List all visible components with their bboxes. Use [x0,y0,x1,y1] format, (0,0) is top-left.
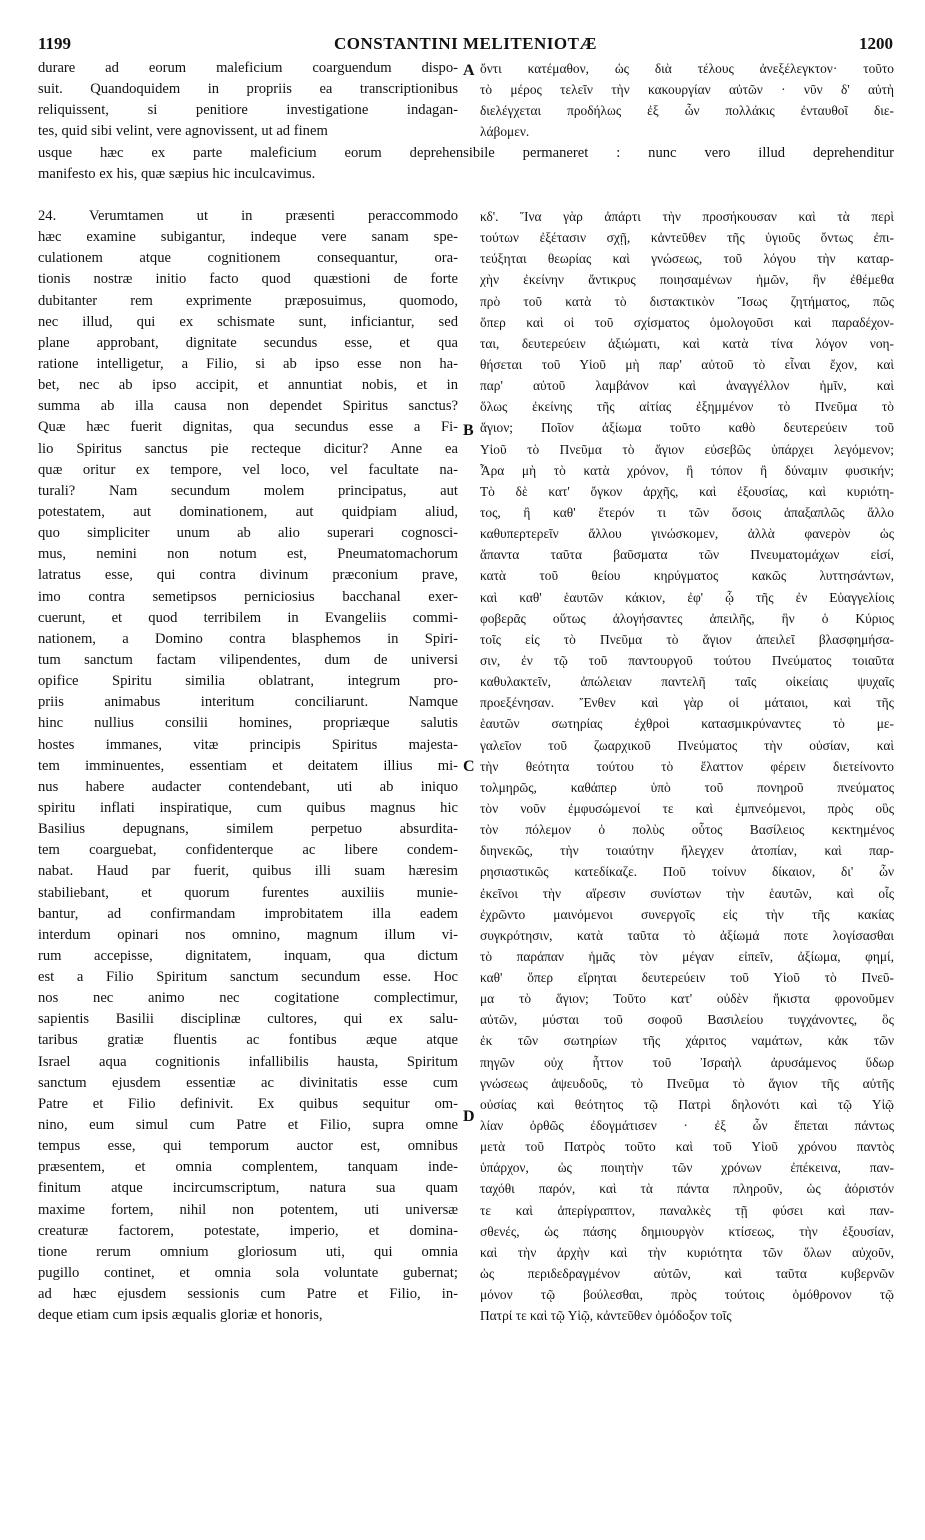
text-line: ἅπαντα ταῦτα βαῦσματα τῶν Πνευματομάχων εἰσί, [480,547,894,563]
text-line: 24. Verumtamen ut in præsenti peraccommodo [38,208,458,224]
text-line: παρ' αὐτοῦ λαμβάνον καὶ ἀναγγέλλον ἡμῖν, καὶ [480,378,894,394]
text-line: spiritu inflati inspiratique, cum quibus magnus hic [38,799,458,816]
text-line: μα τὸ ἅγιον; Τοῦτο κατ' οὐδὲν ἥκιστα φρονοῦμεν [480,991,894,1007]
text-line: κδ'. Ἵνα γὰρ ἀπάρτι τὴν προσήκουσαν καὶ τὰ περὶ [480,209,894,224]
text-line: culationem atque cognitionem consequantur, ora- [38,250,458,267]
spanning-paragraph [38,143,894,185]
text-line: imo contra semetipsos perniciosius bacchanal exer- [38,588,458,605]
text-line: τε καὶ ἀπερίγραπτον, παναλκὲς τῇ φύσει καὶ παν- [480,1202,894,1218]
text-line: maxime fortem, nihil non potentem, uti universæ [38,1201,458,1218]
text-line: αὐτῶν, μύσται τοῦ σοφοῦ Βασιλείου τυγχάνοντες, ὃς [480,1012,894,1028]
text-line: nus habere audacter contendebant, uti ab iniquo [38,778,458,795]
text-line: τεύξηται θεωρίας καὶ γνώσεως, τοῦ λόγου τὴν καταρ- [480,251,894,267]
text-line: turali? Nam secundum molem principatus, aut [38,482,458,499]
text-line: sapientis Basilii disciplinæ cultores, qui ex salu- [38,1011,458,1028]
text-line: tem coarguebat, confidenterque ac libere condem- [38,842,458,859]
text-line: τὸν πόλεμον ὁ πολὺς οὗτος Βασίλειος κεκτημένος [480,822,894,838]
text-line: dubitanter rem exprimente præposuimus, quomodo, [38,292,458,309]
text-line: suit. Quandoquidem in propriis ea transcriptionibus [38,81,458,98]
text-line: ἐκεῖνοι τὴν αἵρεσιν συνίστων τὴν ἑαυτῶν, καὶ οἷς [480,885,894,901]
text-line: deque etiam cum ipsis æqualis gloriæ et honoris, [38,1307,323,1324]
text-line: θήσεται τοῦ Υἱοῦ μὴ παρ' αὐτοῦ τὸ εἶναι ἔχον, καὶ [480,356,894,372]
greek-column-top [480,58,894,143]
text-line: Quæ hæc fuerit dignitas, qua secundus esse a Fi- [38,419,458,436]
text-line: καὶ καθ' ἑαυτῶν κάκιον, ἐφ' ᾧ τῆς ἐν Εὐαγγελίοις [480,589,894,605]
text-line: latratus esse, qui contra divinum præconium prave, [38,567,458,584]
text-line: διελέγχεται προδήλως ἐξ ὧν πολλάκις ἐνταυθοῖ διε- [480,103,894,119]
text-line: bet, nec ab ipso accipit, et annuntiat nobis, et in [38,377,458,394]
text-line: ad hæc ejusdem sessionis cum Patre et Filio, in- [38,1286,458,1303]
text-line: Τὸ δὲ κατ' ὄγκον ἀρχῆς, καὶ ἐξουσίας, καὶ κυριότη- [480,483,894,499]
text-line: φοβερᾶς οὕτως ἀλογήσαντες ἀπειλῆς, ἣν ὁ Κύριος [480,610,894,626]
greek-column-main [480,206,894,1326]
text-line: τὸ παράπαν ἡμᾶς τὸν μέγαν εἰπεῖν, ἀξίωμα, φημί, [480,948,894,964]
text-line: ὅπερ καὶ οἱ τοῦ σχίσματος ὁμολογοῦσι καὶ παραδέχον- [480,314,894,330]
text-line: τοῖς εἰς τὸ Πνεῦμα τὸ ἅγιον ἀπειλεῖ βλασφημήσα- [480,631,894,647]
text-line: priis animabus interitum conciliarunt. Namque [38,694,458,711]
text-line: tionis nostræ initio facto quod quæstioni de forte [38,271,458,288]
text-line: πηγῶν οὐχ ἧττον τοῦ Ἰσραὴλ ἀρυσάμενος ὕδωρ [480,1054,894,1070]
text-line: bantur, ad confirmandam improbitatem illa eadem [38,905,458,922]
text-line: καθ' ὅπερ εἴρηται δευτερεύειν τοῦ Υἱοῦ τὸ Πνεῦ- [480,970,894,986]
text-line: μόνον τῷ βούλεσθαι, πρὸς τούτοις ὁμόθρονον τῷ [480,1287,894,1303]
text-line: hostes immanes, vitæ principis Spiritus majesta- [38,736,458,753]
latin-column-main [38,206,458,1326]
text-line: hinc nullius consilii homines, propriæque salutis [38,715,458,732]
text-line: taribus gratiæ fluentis ac fontibus æque atque [38,1032,458,1049]
text-line: λίαν ὀρθῶς ἐδογμάτισεν · ἐξ ὧν ἕπεται πάντως [480,1118,894,1134]
text-line: nabat. Haud par fuerit, quibus illi suam hæresim [38,863,458,880]
text-line: tione rerum omnium gloriosum uti, qui omnia [38,1243,458,1260]
text-line: ται, δευτερεύειν ἀξιώματι, καὶ κατὰ τίνα λόγον νοη- [480,335,894,351]
text-line: interdum opinari nos omnino, magnum illum vi- [38,926,458,943]
text-line: durare ad eorum maleficium coarguendum dispo- [38,60,458,76]
text-line: quo simpliciter unum ab alio superari cognosci- [38,525,458,542]
text-line: tum sanctum factam vilipendentes, dum de universi [38,651,458,668]
text-line: ταχόθι παρόν, καὶ τὰ πάντα πληροῦν, ὡς ἀόριστόν [480,1181,894,1197]
text-line: τὸν νοῦν ἐμφυσώμενοί τε καὶ ἐμπνεόμενοι, πρὸς οὓς [480,800,894,816]
text-line: πρὸ τοῦ κατὰ τὸ διστακτικὸν Ἴσως ζητήματος, πῶς [480,293,894,309]
text-line: γαλεῖον τοῦ ζωαρχικοῦ Πνεύματος τὴν οὐσίαν, καὶ [480,737,894,753]
text-line: creaturæ factorem, potestate, imperio, et domina- [38,1222,458,1239]
text-line: nationem, a Domino contra blasphemos in Spiri- [38,630,458,647]
text-line: præsentem, et omnia complentem, tanquam inde- [38,1159,458,1176]
text-line: ὡς περιδεδραγμένον αὐτῶν, καὶ ταῦτα κυβερνῶν [480,1266,894,1282]
text-line: mus, nemini non notum est, Pneumatomachorum [38,546,458,563]
text-line: γνώσεως ἀψευδοῦς, τὸ Πνεῦμα τὸ ἅγιον τῆς αὐτῆς [480,1075,894,1091]
text-line: nos nec animo nec cogitatione complectimur, [38,990,458,1007]
text-line: Patre et Filio definivit. Ex quibus sequitur om- [38,1095,458,1112]
text-line: τὴν θεότητα τούτου τὸ ἔλαττον φέρειν διετείνοντο [480,758,894,774]
text-line: quæ oritur ex tempore, vel loco, vel facultate na- [38,461,458,478]
text-line: τὸ μέρος τελεῖν τὴν κακουργίαν αὐτῶν · νῦν δ' αὐτὴ [480,82,894,98]
text-line: ἐχρῶντο μαινόμενοι συνεργοῖς εἰς τὴν τῆς κακίας [480,906,894,922]
text-line: usque hæc ex parte maleficium eorum deprehensibile permaneret : nunc vero illud deprehenditur [38,144,894,161]
text-line: manifesto ex his, quæ sæpius hic inculcavimus. [38,165,316,182]
text-line: ἐκ τῶν σωτηρίων τῆς χάριτος ναμάτων, κἀκ τῶν [480,1033,894,1049]
text-line: χὴν ἐκείνην ἄντικρυς ποιησαμένων ἡμῶν, ἣν ἐθέμεθα [480,272,894,288]
text-line: summa ab illa causa non dependet Spiritus sanctus? [38,398,458,415]
text-line: pugillo continet, et omnia sola voluntate gubernat; [38,1265,458,1282]
page-number-left: 1199 [38,34,72,53]
text-line: καὶ τὴν ἀρχὴν καὶ τὴν κυριότητα τῶν ὅλων αὐχοῦν, [480,1244,894,1260]
margin-marker-c: C [463,758,475,775]
text-line: stabiliebant, et quorum furentes auxiliis munie- [38,884,458,901]
margin-marker-d: D [463,1108,475,1125]
margin-marker-b: B [463,422,474,439]
text-line: προεξένησαν. Ἔνθεν καὶ γὰρ οἱ μάταιοι, καὶ τῆς [480,695,894,711]
text-line: rum accepisse, dignitatem, inquam, qua dictum [38,947,458,964]
text-line: lio Spiritus sanctus pie recteque dicitur? Anne ea [38,440,458,457]
text-line: nec illud, qui ex schismate sunt, inficiantur, sed [38,313,458,330]
running-header [38,34,893,56]
page-number-right: 1200 [859,34,893,53]
text-line: οὐσίας καὶ θεότητος τῷ Πατρὶ δηλονότι καὶ τῷ Υἱῷ [480,1096,894,1112]
text-line: ἅγιον; Ποῖον ἀξίωμα τοῦτο καθὸ δευτερεύειν τοῦ [480,420,894,436]
text-line: cuerunt, et quod terribilem in Evangeliis commi- [38,609,458,626]
text-line: καθυπερτερεῖν ἄλλου γινώσκομεν, ἀλλὰ φανερὸν ὡς [480,526,894,542]
text-line: Ἆρα μὴ τὸ κατὰ χρόνον, ἢ τόπον ἢ δύναμιν φυσικήν; [480,462,894,478]
text-line: τος, ἢ καθ' ἕτερόν τι τῶν ὅσοις ἁπαξαπλῶς ἄλλο [480,504,894,520]
text-line: καθυλακτεῖν, ἀπώλειαν παντελῆ ταῖς οἰκείαις ψυχαῖς [480,674,894,690]
text-line: potestatem, aut dominationem, aut quidpiam aliud, [38,503,458,520]
running-title: CONSTANTINI MELITENIOTÆ [334,34,597,53]
text-line: Πατρί τε καὶ τῷ Υἱῷ, κἀντεῦθεν ὁμόδοξον τοῖς [480,1308,732,1324]
text-line: συγκρότησιν, κατὰ ταῦτα τὸ ἀξίωμά ποτε λογίσασθαι [480,927,894,943]
text-line: διηνεκῶς, τὴν τοιαύτην ἤλεγχεν ἀτοπίαν, καὶ παρ- [480,843,894,859]
text-line: hæc examine subigantur, indeque vere sanam spe- [38,229,458,246]
text-line: tempus esse, qui temporum auctor est, omnibus [38,1138,458,1155]
text-line: Israel aqua cognitionis infallibilis hausta, Spiritum [38,1053,458,1070]
text-line: tem imminuentes, essentiam et deitatem illius mi- [38,757,458,774]
text-line: plane approbant, dignitate secundus esse, et qua [38,334,458,351]
text-line: τούτων ἐξέτασιν σχῇ, κἀντεῦθεν τῆς ὑγιοῦς ὄντως ἐπι- [480,230,894,246]
text-line: nino, eum simul cum Patre et Filio, supra omne [38,1117,458,1134]
text-line: ὅλως ἐκείνης τῆς αἰτίας ἐξημμένον τὸ Πνεῦμα τὸ [480,399,894,415]
text-line: κατὰ τοῦ θείου κηρύγματος κακῶς λυττησάντων, [480,568,894,584]
text-line: ἑαυτῶν σωτηρίας ἐχθροὶ κατασμικρύναντες τὸ με- [480,716,894,732]
text-line: finitum atque incircumscriptum, natura sua quam [38,1180,458,1197]
text-line: ρησιαστικῶς κατεδίκαζε. Ποῦ τοίνυν δίκαιον, δι' ὧν [480,864,894,880]
text-line: ὑπάρχον, ὡς ποιητὴν τῶν χρόνων ἐπέκεινα, παν- [480,1160,894,1176]
text-line: σιν, ἐν τῷ τοῦ παντουργοῦ τούτου Πνεύματος τοιαῦτα [480,652,894,668]
text-line: opifice Spiritu similia oblatrant, integrum pro- [38,673,458,690]
text-line: est a Filio Spiritum sanctum secundum esse. Hoc [38,969,458,986]
text-line: reliquissent, si penitiore investigatione indagan- [38,102,458,119]
text-line: tes, quid sibi velint, vere agnovissent, ut ad finem [38,123,328,140]
text-line: sanctum ejusdem essentiæ ac divinitatis esse cum [38,1074,458,1091]
latin-column-top [38,58,458,143]
text-line: σθενές, ὡς πάσης δημιουργὸν κτίσεως, τὴν ἐξουσίαν, [480,1223,894,1239]
text-line: ratione intelligetur, a Filio, si ab ipso esse non ha- [38,355,458,372]
text-line: τολμηρῶς, καθάπερ ὑπὸ τοῦ πονηροῦ πνεύματος [480,779,894,795]
margin-marker-a: A [463,62,475,79]
text-line: λάβομεν. [480,124,530,140]
text-line: Υἱοῦ τὸ Πνεῦμα τὸ ἅγιον εὐσεβῶς ὑπάρχει λεγόμενον; [480,441,894,457]
text-line: μετὰ τοῦ Πατρὸς τοῦτο καὶ τοῦ Υἱοῦ χρόνου παντὸς [480,1139,894,1155]
text-line: ὄντι κατέμαθον, ὡς διὰ τέλους ἀνεξέλεγκτον· τοῦτο [480,61,894,76]
text-line: Basilius depugnans, similem perpetuo absurdita- [38,821,458,838]
